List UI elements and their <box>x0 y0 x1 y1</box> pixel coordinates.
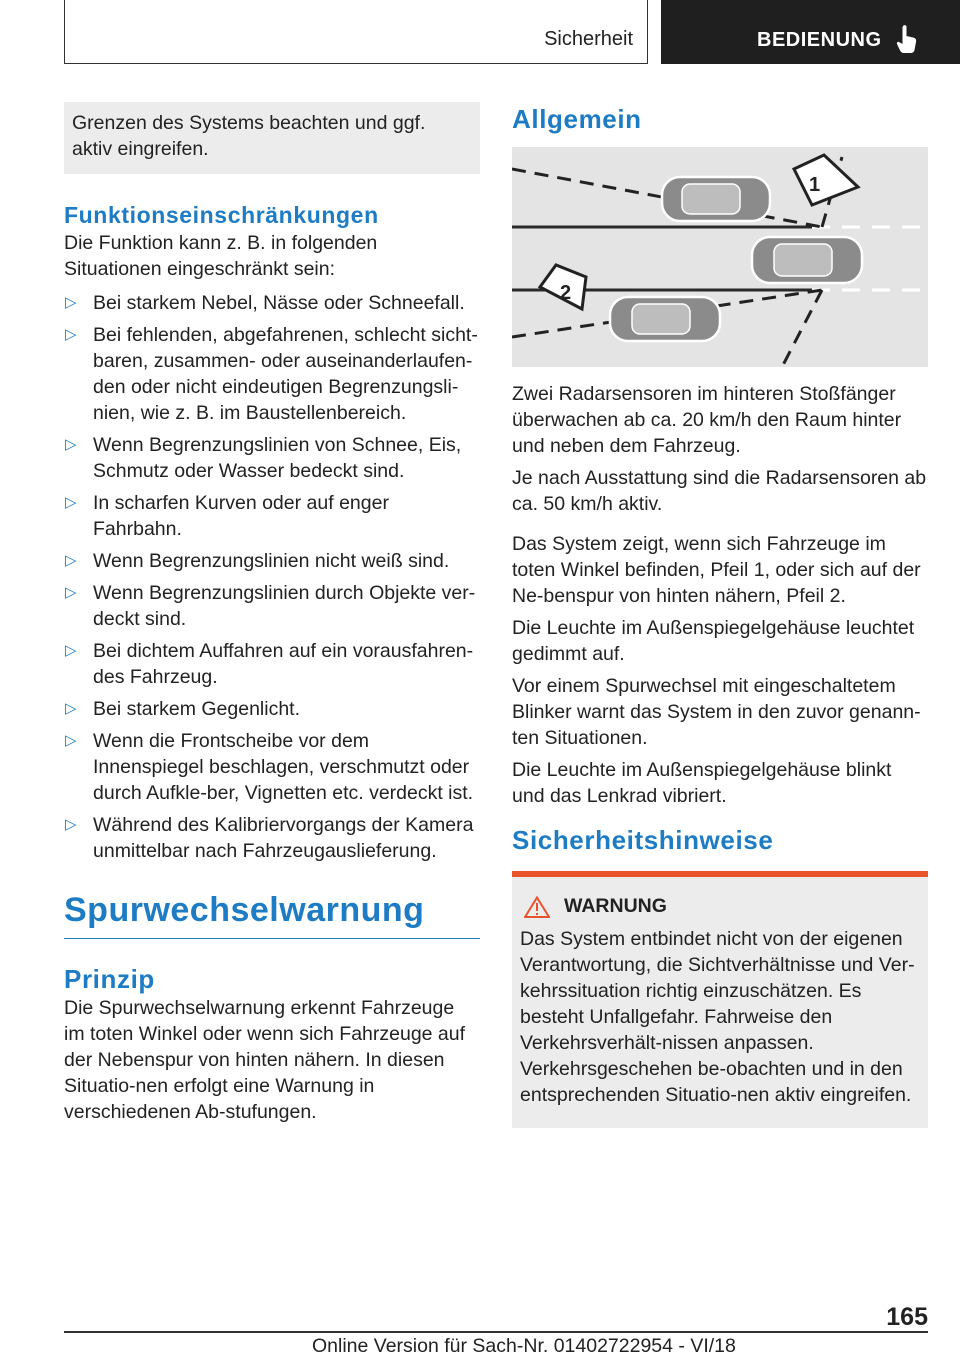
paragraph: Die Leuchte im Außenspiegelgehäuse leuchtet gedimmt auf. <box>512 617 915 665</box>
bullet-triangle-icon: ▷ <box>65 584 77 601</box>
limits-list <box>64 290 480 864</box>
header-section-frame <box>64 0 648 64</box>
list-item: ▷ Bei starkem Nebel, Nässe oder Schneefall. <box>65 292 465 314</box>
hand-pointer-icon <box>896 24 918 54</box>
page-number: 165 <box>886 1303 928 1331</box>
list-item: ▷ Bei fehlenden, abgefahrenen, schlecht sicht-baren, zusammen- oder auseinanderlaufen-den oder nicht eindeutigen Begrenzungsli-nien, wie z. B. im Baustellenbereich. <box>65 324 478 424</box>
svg-text:2: 2 <box>560 282 572 304</box>
warning-title-row <box>524 895 920 918</box>
list-item: ▷ Bei starkem Gegenlicht. <box>65 698 301 720</box>
warning-box <box>512 877 928 1128</box>
bullet-triangle-icon: ▷ <box>65 326 77 343</box>
principle-text: Die Spurwechselwarnung erkennt Fahrzeuge im toten Winkel oder wenn sich Fahrzeuge auf der Nebenspur von hinten nähern. In diesen Situatio-nen erfolgt eine Warnung in verschiedenen Ab-stufungen. <box>64 997 466 1123</box>
principle-heading: Prinzip <box>64 964 155 994</box>
warning-triangle-icon <box>524 896 550 918</box>
general-heading: Allgemein <box>512 104 642 134</box>
list-item: ▷ Wenn Begrenzungslinien nicht weiß sind. <box>65 550 450 572</box>
limits-heading: Funktionseinschränkungen <box>64 202 379 228</box>
right-column <box>512 102 928 1128</box>
bullet-triangle-icon: ▷ <box>65 294 77 311</box>
warning-title: WARNUNG <box>564 895 667 917</box>
bullet-triangle-icon: ▷ <box>65 642 77 659</box>
header-chapter-tab <box>661 0 960 64</box>
car-icon <box>610 297 720 341</box>
list-item: ▷ Wenn Begrenzungslinien durch Objekte ver-deckt sind. <box>65 582 476 630</box>
header-section-title: Sicherheit <box>544 28 633 50</box>
bullet-triangle-icon: ▷ <box>65 552 77 569</box>
safety-heading: Sicherheitshinweise <box>512 825 774 855</box>
svg-text:1: 1 <box>809 174 821 196</box>
left-column <box>64 102 480 1125</box>
paragraph: Die Leuchte im Außenspiegelgehäuse blinkt und das Lenkrad vibriert. <box>512 759 892 807</box>
car-icon <box>752 237 862 283</box>
main-heading: Spurwechselwarnung <box>64 888 480 939</box>
list-item: ▷ Wenn Begrenzungslinien von Schnee, Eis, Schmutz oder Wasser bedeckt sind. <box>65 434 462 482</box>
limits-intro: Die Funktion kann z. B. in folgenden Situationen eingeschränkt sein: <box>64 232 378 280</box>
warning-text: Das System entbindet nicht von der eigenen Verantwortung, die Sichtverhältnisse und Ver-kehrssituation richtig einzuschätzen. Es besteht Unfallgefahr. Fahrweise den Verkehrsverhält-nissen anpassen. Verkehrsgeschehen be-obachten und in den entsprechenden Situatio-nen aktiv eingreifen. <box>520 928 915 1106</box>
list-item: ▷ In scharfen Kurven oder auf enger Fahrbahn. <box>65 492 389 540</box>
list-item: ▷ Während des Kalibriervorgangs der Kamera unmittelbar nach Fahrzeugauslieferung. <box>65 814 474 862</box>
note-box <box>64 102 480 174</box>
footer-online-version: Online Version für Sach-Nr. 01402722954 - VI/18 <box>312 1335 736 1357</box>
bullet-triangle-icon: ▷ <box>65 494 77 511</box>
bullet-triangle-icon: ▷ <box>65 732 77 749</box>
paragraph: Vor einem Spurwechsel mit eingeschaltetem Blinker warnt das System in den zuvor genann-ten Situationen. <box>512 675 921 749</box>
paragraph: Je nach Ausstattung sind die Radarsensoren ab ca. 50 km/h aktiv. <box>512 467 927 515</box>
note-text: Grenzen des Systems beachten und ggf. aktiv eingreifen. <box>72 112 426 160</box>
car-icon <box>662 177 770 221</box>
lane-diagram <box>512 147 928 367</box>
lane-change-illustration <box>512 147 928 367</box>
list-item: ▷ Wenn die Frontscheibe vor dem Innenspiegel beschlagen, verschmutzt oder durch Aufkle-ber, Vignetten etc. verdeckt ist. <box>65 730 474 804</box>
header-chapter-title: BEDIENUNG <box>757 29 882 51</box>
bullet-triangle-icon: ▷ <box>65 700 77 717</box>
footer-divider <box>64 1331 928 1333</box>
paragraph: Zwei Radarsensoren im hinteren Stoßfänger überwachen ab ca. 20 km/h den Raum hinter und neben dem Fahrzeug. <box>512 383 902 457</box>
bullet-triangle-icon: ▷ <box>65 436 77 453</box>
list-item: ▷ Bei dichtem Auffahren auf ein vorausfahren-des Fahrzeug. <box>65 640 474 688</box>
bullet-triangle-icon: ▷ <box>65 816 77 833</box>
paragraph: Das System zeigt, wenn sich Fahrzeuge im toten Winkel befinden, Pfeil 1, oder sich auf der Ne-benspur von hinten nähern, Pfeil 2. <box>512 533 921 607</box>
